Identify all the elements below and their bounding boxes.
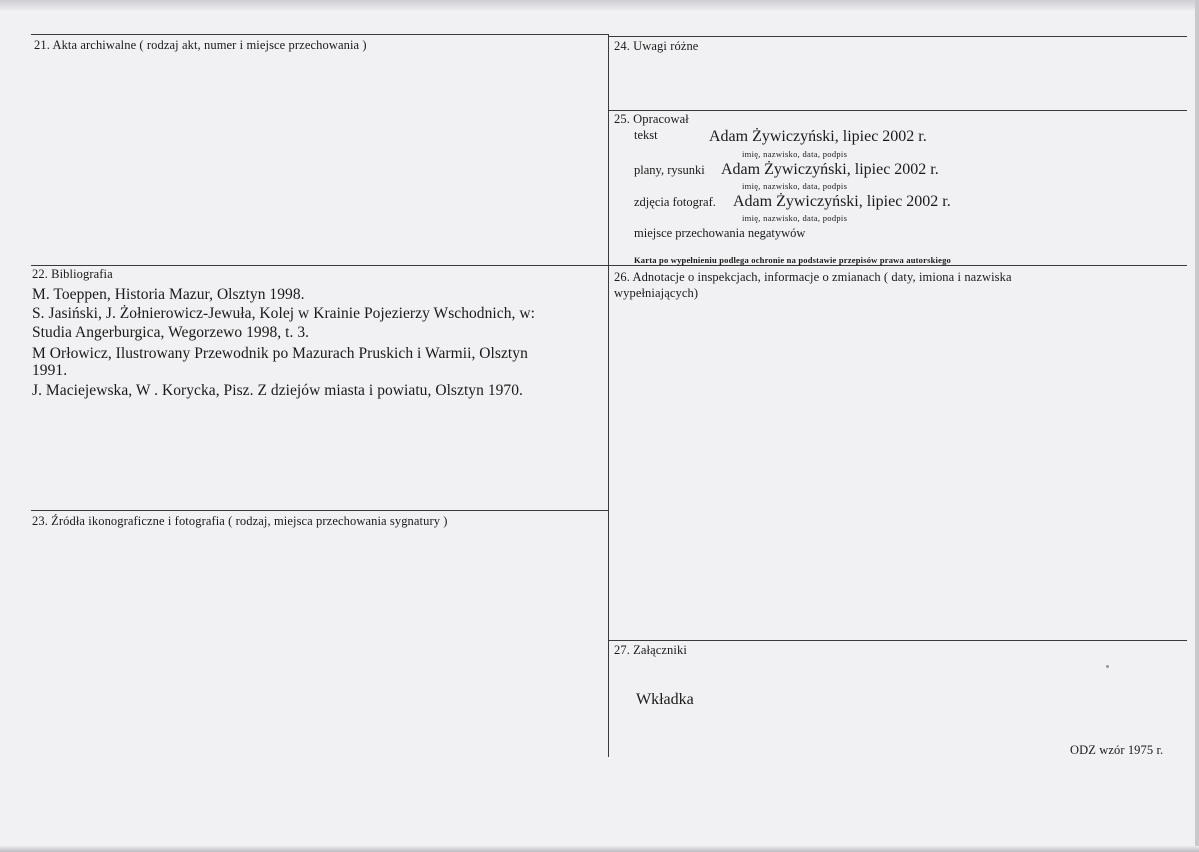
author-role-zdjecia: zdjęcia fotograf.	[634, 195, 716, 209]
copyright-notice: Karta po wypełnieniu podlega ochronie na podstawie przepisów prawa autorskiego	[634, 255, 951, 265]
author-role-tekst: tekst	[634, 128, 658, 142]
bibliography-entry-3-cont: 1991.	[32, 362, 68, 379]
attachment-value: Wkładka	[636, 691, 694, 708]
rule-24-25	[609, 110, 1187, 111]
form-identifier: ODZ wzór 1975 r.	[1070, 743, 1164, 757]
section-21-label: 21. Akta archiwalne ( rodzaj akt, numer i miejsce przechowania )	[34, 38, 367, 52]
author-role-plany: plany, rysunki	[634, 163, 705, 177]
author-caption-zdjecia: imię, nazwisko, data, podpis	[742, 213, 848, 223]
section-26-label-cont: wypełniających)	[614, 286, 699, 300]
author-caption-plany: imię, nazwisko, data, podpis	[742, 181, 848, 191]
rule-top-left	[31, 34, 609, 35]
bibliography-entry-2-cont: Studia Angerburgica, Wegorzewo 1998, t. 3.	[32, 324, 310, 341]
rule-25-26	[609, 265, 1187, 266]
section-25-label: 25. Opracował	[614, 112, 689, 126]
rule-21-22	[31, 265, 609, 266]
negatives-location-label: miejsce przechowania negatywów	[634, 226, 806, 240]
rule-center-vertical	[608, 34, 609, 757]
author-value-tekst: Adam Żywiczyński, lipiec 2002 r.	[709, 128, 927, 145]
author-value-zdjecia: Adam Żywiczyński, lipiec 2002 r.	[733, 193, 951, 210]
scan-edge-right	[1195, 0, 1199, 852]
section-23-label: 23. Źródła ikonograficzne i fotografia ( rodzaj, miejsca przechowania sygnatury )	[32, 514, 448, 528]
rule-22-23	[31, 510, 609, 511]
section-26-label: 26. Adnotacje o inspekcjach, informacje o zmianach ( daty, imiona i nazwiska	[614, 270, 1012, 284]
scan-edge-top	[0, 0, 1199, 10]
bibliography-entry-4: J. Maciejewska, W . Korycka, Pisz. Z dziejów miasta i powiatu, Olsztyn 1970.	[32, 382, 523, 399]
author-value-plany: Adam Żywiczyński, lipiec 2002 r.	[721, 161, 939, 178]
bibliography-entry-3: M Orłowicz, Ilustrowany Przewodnik po Mazurach Pruskich i Warmii, Olsztyn	[32, 345, 528, 362]
bibliography-entry-2: S. Jasiński, J. Żołnierowicz-Jewuła, Kolej w Krainie Pojezierzy Wschodnich, w:	[32, 305, 535, 322]
section-27-label: 27. Załączniki	[614, 643, 687, 657]
section-24-label: 24. Uwagi różne	[614, 39, 699, 53]
scan-speck	[1106, 665, 1109, 668]
section-22-label: 22. Bibliografia	[32, 267, 113, 281]
author-caption-tekst: imię, nazwisko, data, podpis	[742, 149, 848, 159]
bibliography-entry-1: M. Toeppen, Historia Mazur, Olsztyn 1998.	[32, 286, 305, 303]
rule-26-27	[608, 640, 1187, 641]
scan-edge-bottom	[0, 846, 1199, 852]
rule-top-right	[609, 36, 1187, 37]
